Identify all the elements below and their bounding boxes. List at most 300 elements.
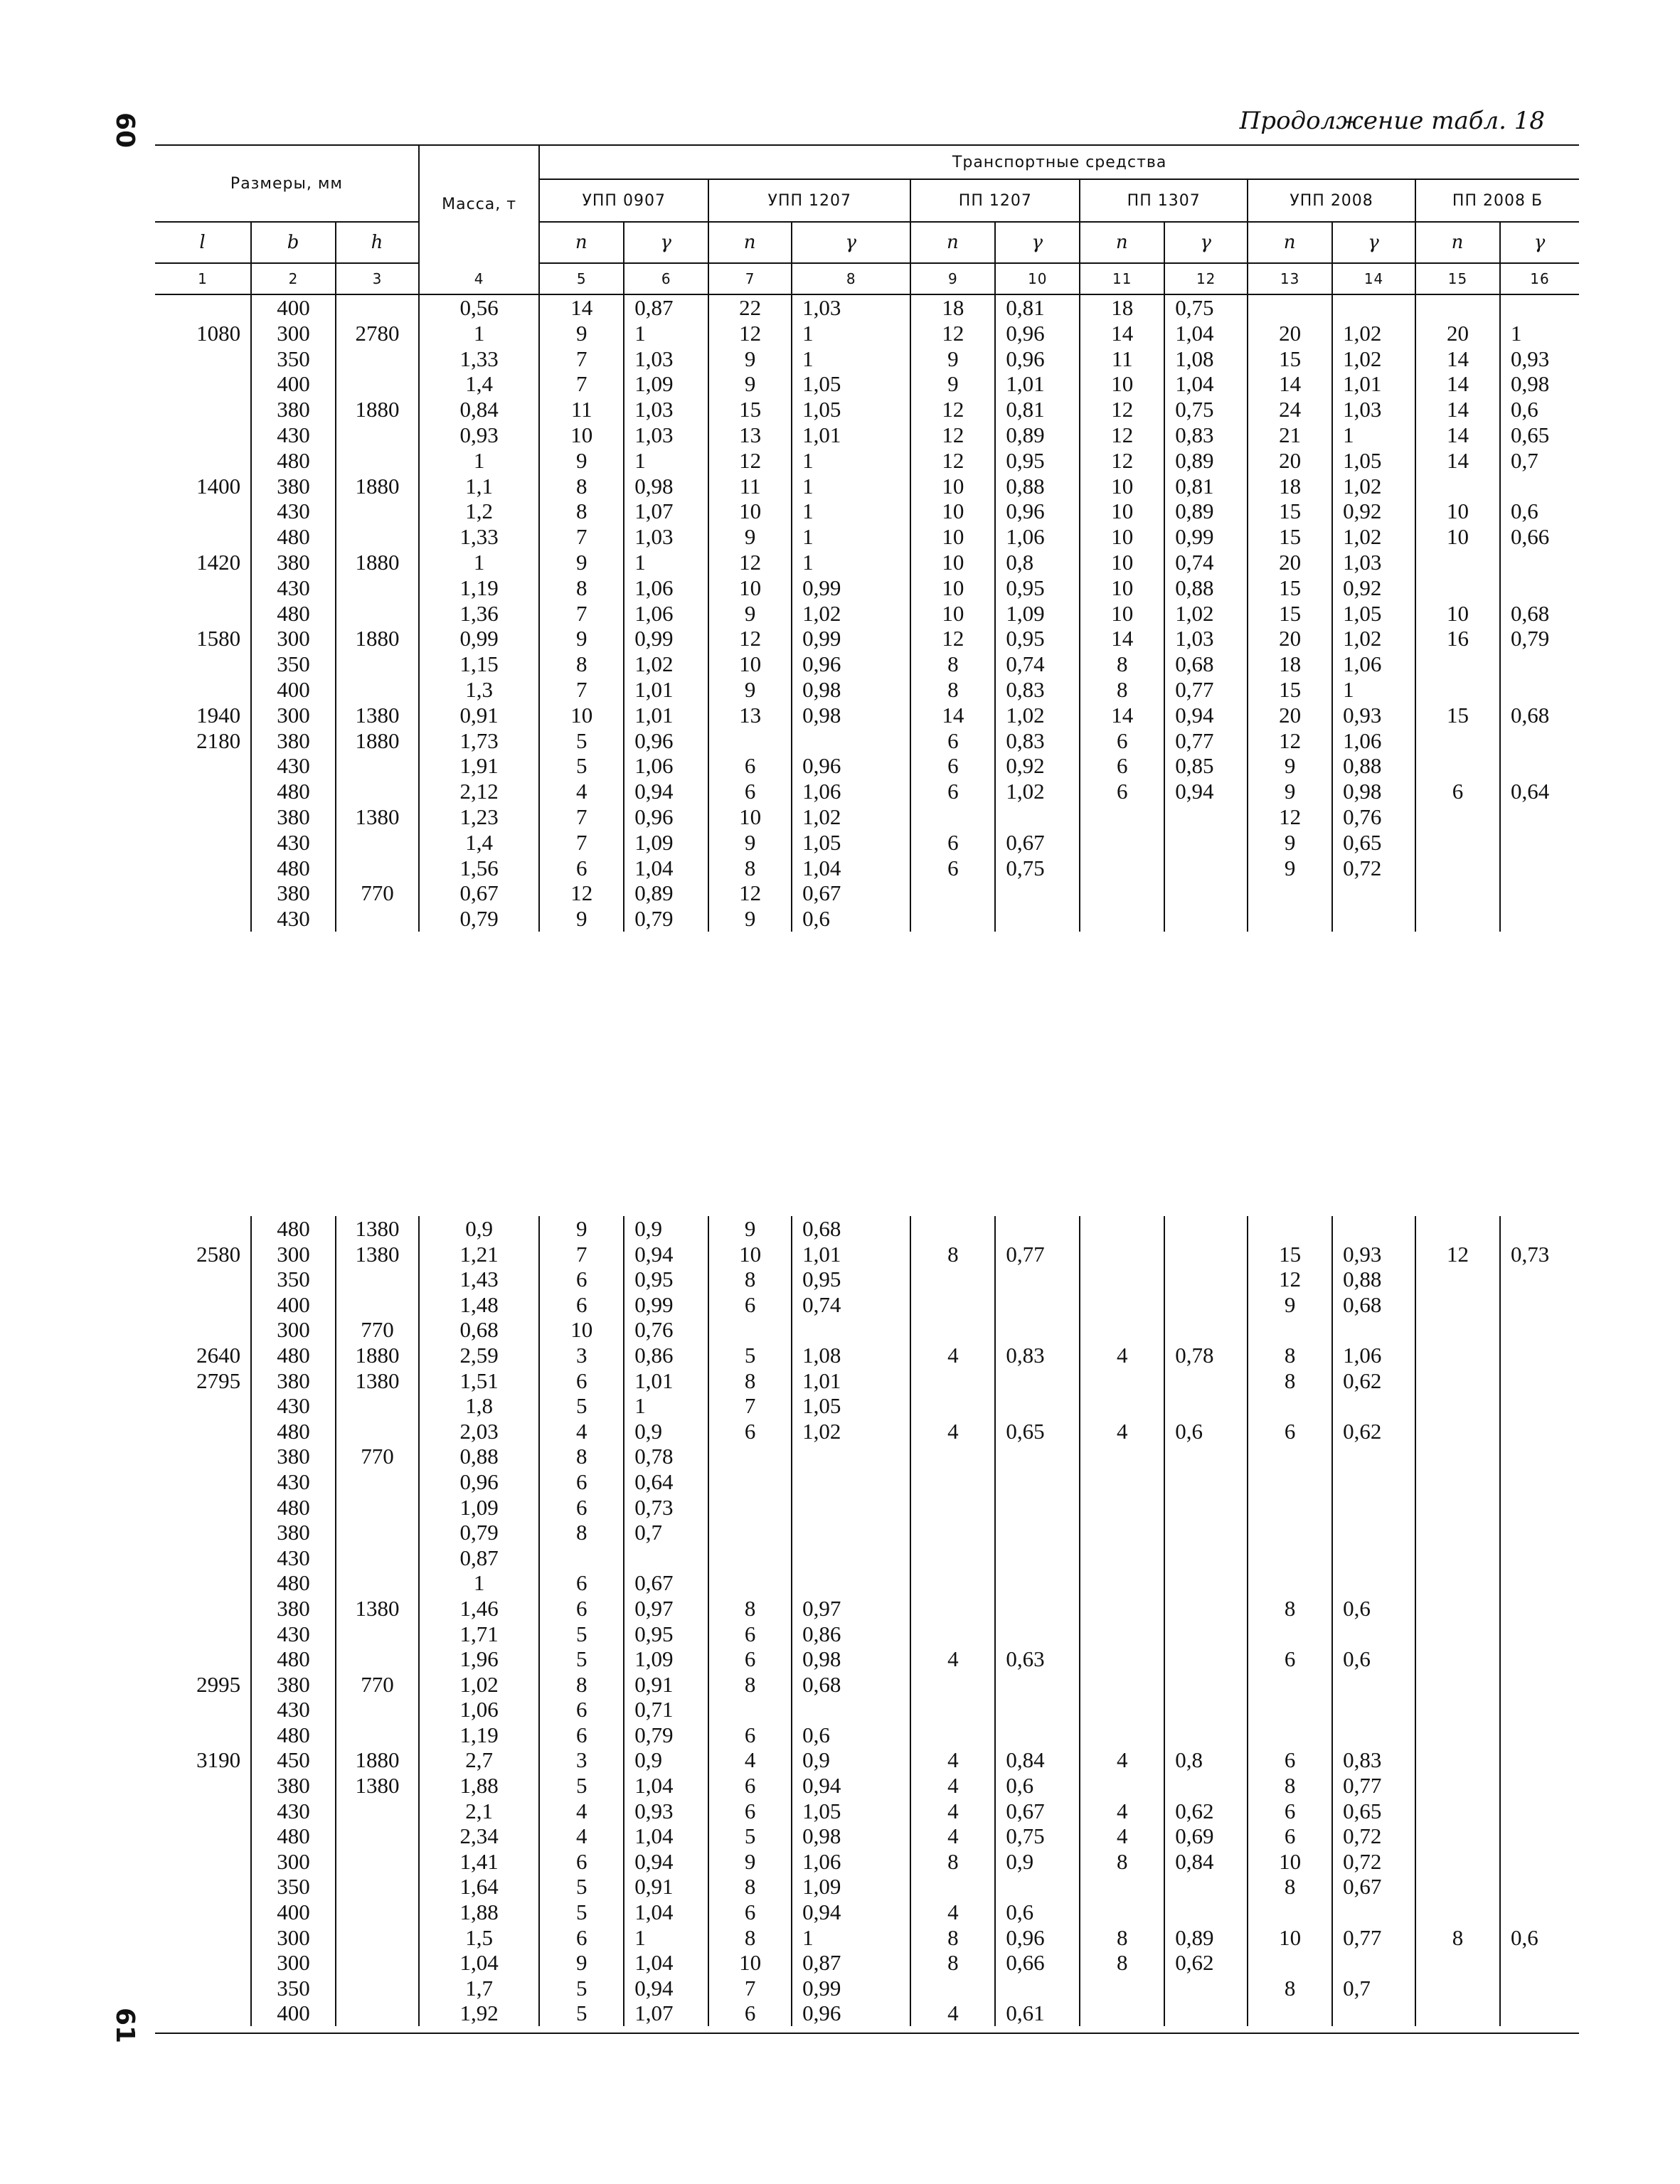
header-n: n [539, 222, 624, 263]
table-cell [1500, 1495, 1579, 1520]
table-row [155, 880, 1579, 906]
table-cell: 480 [251, 1495, 336, 1520]
table-cell: 10 [539, 1317, 624, 1343]
table-cell [1415, 1393, 1500, 1419]
table-cell [1332, 880, 1415, 906]
table-cell: 8 [1248, 1596, 1332, 1621]
table-cell [1500, 1267, 1579, 1292]
table-row [155, 1950, 1579, 1976]
table-cell [1080, 1292, 1164, 1318]
table-cell: 1,04 [624, 856, 708, 881]
table-cell: 380 [251, 1672, 336, 1698]
table-cell [336, 499, 419, 524]
table-cell: 0,79 [1510, 626, 1550, 651]
column-number: 6 [624, 263, 708, 294]
table-cell [995, 1874, 1080, 1900]
table-cell [1500, 728, 1579, 754]
table-cell: 10 [708, 1242, 792, 1267]
table-cell [1332, 1722, 1415, 1748]
table-cell: 14 [1415, 397, 1500, 422]
table-cell [1415, 1950, 1500, 1976]
table-cell: 5 [539, 1976, 624, 2001]
table-cell [155, 1874, 251, 1900]
table-cell [155, 524, 251, 550]
table-cell: 0,68 [1510, 702, 1550, 728]
column-number: 5 [539, 263, 624, 294]
table-cell: 6 [1248, 1799, 1332, 1824]
table-cell: 0,78 [624, 1444, 708, 1469]
column-number: 12 [1164, 263, 1248, 294]
table-cell: 1,03 [624, 422, 708, 448]
table-cell: 10 [708, 575, 792, 601]
table-cell: 0,83 [1164, 422, 1248, 448]
table-row [155, 804, 1579, 830]
table-cell: 300 [251, 321, 336, 346]
table-cell [1415, 1646, 1500, 1672]
table-cell [155, 1722, 251, 1748]
table-cell: 1,15 [419, 651, 539, 677]
table-row [155, 856, 1579, 881]
table-cell: 380 [251, 880, 336, 906]
table-cell [708, 1317, 792, 1343]
table-cell [336, 294, 419, 321]
table-cell: 4 [910, 2001, 995, 2026]
table-cell: 8 [1248, 1343, 1332, 1368]
table-cell: 0,91 [624, 1874, 708, 1900]
table-cell [1415, 1520, 1500, 1545]
table-cell [336, 422, 419, 448]
table-row [155, 1545, 1579, 1571]
table-cell: 300 [251, 703, 336, 728]
table-cell: 430 [251, 906, 336, 932]
table-cell: 7 [539, 524, 624, 550]
table-cell [1248, 1900, 1332, 1925]
table-cell: 11 [539, 397, 624, 422]
table-row [155, 1747, 1579, 1773]
table-cell: 0,96 [792, 2001, 910, 2026]
table-cell: 6 [708, 1799, 792, 1824]
table-cell: 8 [910, 677, 995, 703]
table-cell [1080, 2001, 1164, 2026]
table-cell [155, 1950, 251, 1976]
table-cell: 1880 [336, 626, 419, 651]
table-cell: 0,88 [1332, 1267, 1415, 1292]
table-cell [1332, 1672, 1415, 1698]
table-cell [1164, 856, 1248, 881]
table-cell: 0,81 [995, 294, 1080, 321]
table-cell [1500, 1823, 1579, 1849]
table-cell [910, 906, 995, 932]
table-cell [995, 1292, 1080, 1318]
table-cell [1500, 1773, 1579, 1799]
table-cell: 6 [910, 753, 995, 779]
table-cell: 0,6 [1510, 499, 1538, 524]
table-cell [1415, 1545, 1500, 1571]
table-cell: 1,05 [792, 397, 910, 422]
table-cell: 9 [708, 1849, 792, 1875]
table-cell: 4 [539, 1419, 624, 1444]
table-cell: 0,96 [419, 1469, 539, 1495]
table-cell: 0,92 [995, 753, 1080, 779]
table-cell: 9 [708, 346, 792, 372]
table-cell: 15 [1248, 346, 1332, 372]
table-cell: 0,67 [995, 1799, 1080, 1824]
table-cell [155, 753, 251, 779]
table-cell [1415, 550, 1500, 575]
table-cell [1415, 1823, 1500, 1849]
table-cell: 380 [251, 397, 336, 422]
table-cell [1500, 1950, 1579, 1976]
table-cell: 9 [1248, 753, 1332, 779]
table-cell [336, 575, 419, 601]
table-cell: 1,08 [1164, 346, 1248, 372]
table-cell [1248, 1317, 1332, 1343]
table-cell [1080, 1570, 1164, 1596]
table-cell [792, 1570, 910, 1596]
table-cell: 300 [251, 626, 336, 651]
table-cell [336, 524, 419, 550]
table-cell: 2995 [155, 1672, 251, 1698]
table-cell: 20 [1248, 626, 1332, 651]
table-cell: 6 [539, 1925, 624, 1951]
table-cell: 0,67 [995, 830, 1080, 856]
table-cell [155, 448, 251, 474]
table-cell [1332, 1621, 1415, 1647]
table-cell: 6 [1248, 1646, 1332, 1672]
table-cell: 0,65 [1510, 422, 1550, 447]
table-cell [1164, 1773, 1248, 1799]
table-cell: 4 [910, 1799, 995, 1824]
table-cell: 0,88 [1332, 753, 1415, 779]
table-cell: 1,05 [792, 830, 910, 856]
table-cell [624, 1545, 708, 1571]
table-cell [1415, 1596, 1500, 1621]
table-cell: 350 [251, 346, 336, 372]
table-cell [1415, 1976, 1500, 2001]
table-cell [1500, 1343, 1579, 1368]
table-row [155, 371, 1579, 397]
table-row [155, 1419, 1579, 1444]
table-cell: 0,6 [995, 1773, 1080, 1799]
table-cell: 400 [251, 1900, 336, 1925]
table-cell [1080, 1267, 1164, 1292]
table-cell [155, 677, 251, 703]
table-cell [910, 1545, 995, 1571]
table-cell: 1,02 [995, 779, 1080, 804]
table-cell: 0,94 [624, 1976, 708, 2001]
table-cell [336, 1849, 419, 1875]
table-cell [1164, 880, 1248, 906]
header-n: n [910, 222, 995, 263]
table-cell [1332, 1900, 1415, 1925]
table-cell: 6 [708, 1292, 792, 1318]
table-cell [1164, 1874, 1248, 1900]
table-cell [1080, 1722, 1164, 1748]
table-cell: 1,03 [1332, 397, 1415, 422]
column-number: 9 [910, 263, 995, 294]
table-cell [995, 1267, 1080, 1292]
table-cell [1415, 1469, 1500, 1495]
table-cell [910, 1267, 995, 1292]
header-vehicle: УПП 0907 [539, 179, 708, 222]
table-cell: 22 [708, 294, 792, 321]
table-cell: 770 [336, 1444, 419, 1469]
table-cell: 1,01 [624, 677, 708, 703]
table-cell [1500, 1976, 1579, 2001]
table-row [155, 1469, 1579, 1495]
table-cell: 1580 [155, 626, 251, 651]
header-vehicle: УПП 1207 [708, 179, 910, 222]
table-cell: 1,07 [624, 499, 708, 524]
table-cell: 350 [251, 1267, 336, 1292]
table-cell: 0,95 [995, 448, 1080, 474]
table-cell [910, 1596, 995, 1621]
table-cell: 1,02 [1332, 346, 1415, 372]
table-cell [1332, 1469, 1415, 1495]
table-cell [1248, 294, 1332, 321]
table-cell: 1,02 [1332, 524, 1415, 550]
table-cell [1248, 1722, 1332, 1748]
table-cell: 380 [251, 474, 336, 499]
table-cell [910, 1216, 995, 1242]
table-cell: 9 [539, 626, 624, 651]
table-cell: 1,03 [624, 397, 708, 422]
table-cell: 0,7 [624, 1520, 708, 1545]
table-cell [1500, 1672, 1579, 1698]
table-cell: 13 [708, 422, 792, 448]
table-cell: 9 [708, 906, 792, 932]
table-cell: 8 [539, 1672, 624, 1698]
table-cell [1415, 1874, 1500, 1900]
table-cell: 12 [1080, 448, 1164, 474]
table-cell: 380 [251, 804, 336, 830]
table-cell [995, 1672, 1080, 1698]
table-cell: 5 [539, 753, 624, 779]
table-cell: 4 [910, 1343, 995, 1368]
table-cell: 0,98 [792, 703, 910, 728]
table-cell: 5 [708, 1343, 792, 1368]
table-cell [336, 1976, 419, 2001]
table-cell: 3190 [155, 1747, 251, 1773]
table-cell: 1,43 [419, 1267, 539, 1292]
table-cell: 0,93 [419, 422, 539, 448]
table-cell: 480 [251, 1419, 336, 1444]
table-cell: 1,06 [419, 1697, 539, 1722]
table-cell: 10 [1415, 499, 1500, 524]
table-cell: 8 [708, 1874, 792, 1900]
header-gamma: γ [1164, 222, 1248, 263]
table-cell: 0,74 [1164, 550, 1248, 575]
table-cell: 18 [910, 294, 995, 321]
table-cell: 1,02 [1332, 626, 1415, 651]
table-cell: 0,86 [624, 1343, 708, 1368]
table-row [155, 294, 1579, 321]
table-cell [1415, 1317, 1500, 1343]
table-cell: 0,96 [995, 499, 1080, 524]
table-cell: 0,89 [1164, 499, 1248, 524]
table-cell: 0,8 [1164, 1747, 1248, 1773]
table-cell [336, 1520, 419, 1545]
table-cell [1415, 1697, 1500, 1722]
table-cell: 12 [910, 397, 995, 422]
table-cell [336, 1900, 419, 1925]
table-cell: 8 [539, 1520, 624, 1545]
table-cell [910, 1393, 995, 1419]
table-cell: 4 [539, 779, 624, 804]
table-cell: 0,76 [624, 1317, 708, 1343]
table-cell: 6 [1248, 1747, 1332, 1773]
table-cell [155, 1393, 251, 1419]
table-cell: 1,02 [792, 1419, 910, 1444]
table-cell: 1,02 [624, 651, 708, 677]
table-row [155, 346, 1579, 372]
table-cell [1500, 1469, 1579, 1495]
table-cell: 1 [624, 321, 708, 346]
table-cell: 0,67 [1332, 1874, 1415, 1900]
table-cell: 9 [539, 1216, 624, 1242]
table-cell: 20 [1248, 703, 1332, 728]
table-cell [1415, 1419, 1500, 1444]
table-cell: 18 [1248, 651, 1332, 677]
table-cell: 14 [1080, 321, 1164, 346]
table-cell [910, 1469, 995, 1495]
table-cell: 8 [1080, 651, 1164, 677]
table-cell [1080, 1621, 1164, 1647]
table-cell [336, 906, 419, 932]
table-cell [995, 1722, 1080, 1748]
table-cell: 350 [251, 1976, 336, 2001]
table-cell: 1 [419, 448, 539, 474]
table-cell: 0,77 [1164, 728, 1248, 754]
table-cell [1080, 1216, 1164, 1242]
table-cell [1080, 1393, 1164, 1419]
table-cell: 2,1 [419, 1799, 539, 1824]
table-cell: 10 [708, 1950, 792, 1976]
table-cell: 1,2 [419, 499, 539, 524]
table-cell: 380 [251, 1368, 336, 1394]
table-cell [155, 1596, 251, 1621]
table-cell: 430 [251, 1393, 336, 1419]
table-cell [336, 830, 419, 856]
table-cell [995, 1545, 1080, 1571]
table-cell: 0,83 [1332, 1747, 1415, 1773]
table-cell: 0,9 [792, 1747, 910, 1773]
table-cell: 6 [539, 1570, 624, 1596]
table-cell [995, 1621, 1080, 1647]
table-cell: 400 [251, 2001, 336, 2026]
table-cell: 5 [539, 1900, 624, 1925]
table-cell [1415, 1495, 1500, 1520]
table-cell [995, 1317, 1080, 1343]
header-vehicle: ПП 2008 Б [1415, 179, 1579, 222]
table-cell: 15 [708, 397, 792, 422]
table-cell [910, 1976, 995, 2001]
table-row [155, 703, 1579, 728]
table-row [155, 753, 1579, 779]
table-cell [1164, 1672, 1248, 1698]
table-cell: 1,33 [419, 524, 539, 550]
table-cell: 9 [708, 677, 792, 703]
table-cell: 2,34 [419, 1823, 539, 1849]
table-cell: 1,1 [419, 474, 539, 499]
table-cell: 1,05 [792, 1393, 910, 1419]
table-cell [155, 422, 251, 448]
table-cell [155, 1925, 251, 1951]
table-cell [1164, 1900, 1248, 1925]
table-cell [1500, 1317, 1579, 1343]
table-cell: 0,6 [792, 906, 910, 932]
table-cell: 0,92 [1332, 575, 1415, 601]
table-cell [1164, 1267, 1248, 1292]
table-cell [336, 1950, 419, 1976]
table-cell: 1,06 [995, 524, 1080, 550]
table-cell: 1380 [336, 1368, 419, 1394]
table-cell: 1,05 [1332, 601, 1415, 627]
table-cell: 1400 [155, 474, 251, 499]
table-cell: 1880 [336, 474, 419, 499]
table-cell [155, 906, 251, 932]
table-cell [1500, 753, 1579, 779]
table-cell: 1,02 [1332, 474, 1415, 499]
table-cell: 0,99 [624, 1292, 708, 1318]
table-cell: 15 [1248, 601, 1332, 627]
table-cell [1415, 906, 1500, 932]
table-cell: 2,03 [419, 1419, 539, 1444]
table-cell: 1,51 [419, 1368, 539, 1394]
table-cell: 480 [251, 1823, 336, 1849]
table-cell [1500, 1570, 1579, 1596]
table-cell: 0,98 [792, 1646, 910, 1672]
table-cell: 3 [539, 1343, 624, 1368]
table-cell [1248, 906, 1332, 932]
table-cell: 0,65 [1332, 1799, 1415, 1824]
table-row [155, 1773, 1579, 1799]
table-cell: 1,06 [1332, 651, 1415, 677]
table-cell: 8 [910, 651, 995, 677]
table-cell: 0,69 [1164, 1823, 1248, 1849]
table-cell [336, 779, 419, 804]
table-cell [708, 1520, 792, 1545]
table-cell: 1 [624, 550, 708, 575]
table-cell [155, 1419, 251, 1444]
table-cell [155, 1570, 251, 1596]
table-row [155, 321, 1579, 346]
table-cell: 1,05 [792, 371, 910, 397]
table-cell [1415, 1900, 1500, 1925]
table-cell: 6 [708, 1646, 792, 1672]
table-cell: 480 [251, 1570, 336, 1596]
table-cell: 9 [708, 830, 792, 856]
table-cell: 7 [539, 804, 624, 830]
table-cell [1164, 1292, 1248, 1318]
table-cell [1164, 830, 1248, 856]
table-cell: 1,48 [419, 1292, 539, 1318]
table-cell: 0,68 [1332, 1292, 1415, 1318]
table-cell: 0,79 [624, 1722, 708, 1748]
table-cell: 0,62 [1332, 1419, 1415, 1444]
data-table-lower [155, 1216, 1579, 2026]
table-cell [1500, 1419, 1579, 1444]
table-cell: 1,05 [792, 1799, 910, 1824]
table-cell: 350 [251, 651, 336, 677]
table-cell: 12 [708, 448, 792, 474]
table-row [155, 728, 1579, 754]
table-cell: 4 [1080, 1799, 1164, 1824]
table-cell [1500, 550, 1579, 575]
table-row [155, 1849, 1579, 1875]
table-cell: 2,59 [419, 1343, 539, 1368]
table-cell: 1,01 [624, 703, 708, 728]
